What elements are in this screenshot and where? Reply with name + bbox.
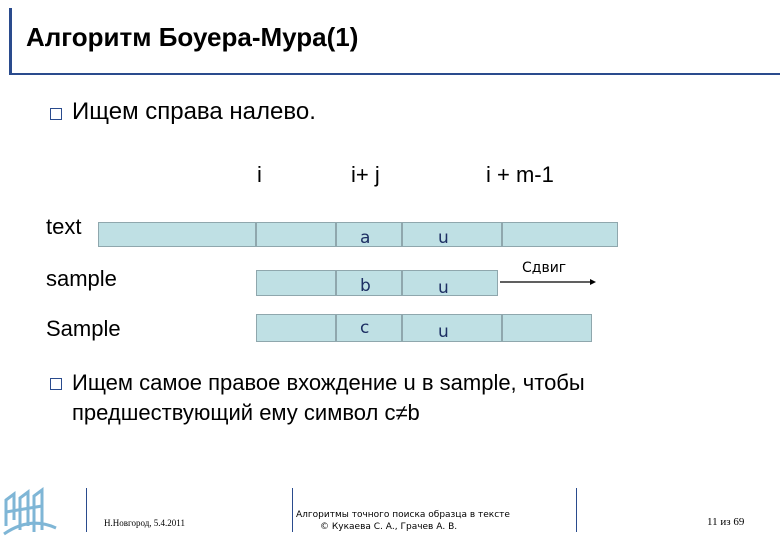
text-cell-prefix	[98, 222, 256, 247]
footer-divider-2	[292, 488, 293, 532]
letter-c: c	[360, 318, 370, 338]
bullet-text-2-line2: предшествующий ему символ c≠b	[72, 400, 420, 425]
Sample-cell-gap	[256, 314, 336, 342]
title-underline	[9, 73, 780, 75]
text-cell-u	[402, 222, 502, 247]
letter-u-sample: u	[438, 278, 449, 298]
letter-a: a	[360, 228, 371, 248]
index-i: i	[257, 162, 262, 187]
letter-u-text: u	[438, 228, 449, 248]
shift-label: Сдвиг	[522, 260, 567, 276]
text-cell-gap	[256, 222, 336, 247]
text-cell-suffix	[502, 222, 618, 247]
footer-course-line1: Алгоритмы точного поиска образца в тексте	[296, 510, 510, 520]
title-accent-bar	[9, 8, 12, 74]
footer-divider-3	[576, 488, 577, 532]
slide-title: Алгоритм Боуера-Мура(1)	[26, 22, 359, 52]
footer-divider-1	[86, 488, 87, 532]
sample-cell-u	[402, 270, 498, 296]
letter-u-Sample: u	[438, 322, 449, 342]
index-i-plus-j: i+ j	[351, 162, 380, 187]
row-label-text: text	[46, 214, 82, 239]
letter-b: b	[360, 276, 371, 296]
Sample-cell-suffix	[502, 314, 592, 342]
bullet-text-2-line1: Ищем самое правое вхождение u в sample, чтобы	[72, 370, 585, 395]
bullet-square-icon	[50, 108, 62, 120]
university-logo-icon	[2, 486, 58, 538]
row-label-Sample: Sample	[46, 316, 121, 341]
Sample-cell-u	[402, 314, 502, 342]
footer-page-number: 11 из 69	[707, 516, 745, 528]
index-i-plus-m-minus-1: i + m-1	[486, 162, 554, 187]
bullet-square-icon	[50, 378, 62, 390]
bullet-text-1: Ищем справа налево.	[72, 98, 316, 125]
row-label-sample: sample	[46, 266, 117, 291]
footer-place-date: Н.Новгород, 5.4.2011	[104, 518, 185, 528]
footer-course-line2: © Кукаева С. А., Грачев А. В.	[320, 522, 458, 532]
shift-arrow-icon	[498, 276, 598, 288]
sample-cell-gap	[256, 270, 336, 296]
